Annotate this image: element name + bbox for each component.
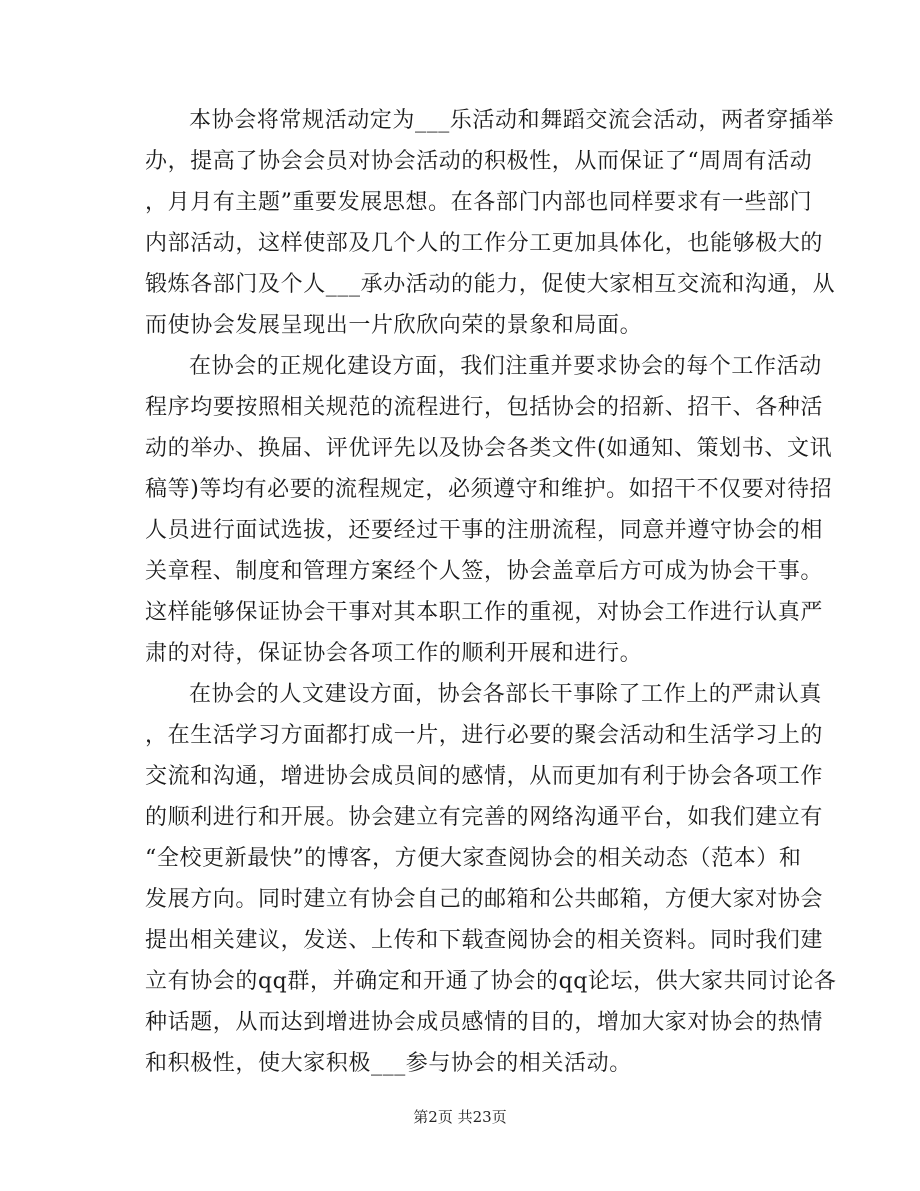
text-line: 程序均要按照相关规范的流程进行，包括协会的招新、招干、各种活 bbox=[145, 395, 824, 420]
text-line: 内部活动，这样使部及几个人的工作分工更加具体化，也能够极大的 bbox=[145, 231, 824, 256]
text-line: 种话题，从而达到增进协会成员感情的目的，增加大家对协会的热情 bbox=[145, 1010, 824, 1035]
text-line: 稿等)等均有必要的流程规定，必须遵守和维护。如招干不仅要对待招 bbox=[145, 477, 833, 502]
body-text bbox=[145, 100, 837, 1084]
text-line: 动的举办、换届、评优评先以及协会各类文件(如通知、策划书、文讯 bbox=[145, 436, 833, 461]
text-line: “全校更新最快”的博客，方便大家查阅协会的相关动态（范本）和 bbox=[145, 846, 802, 871]
text-line: ，在生活学习方面都打成一片，进行必要的聚会活动和生活学习上的 bbox=[145, 723, 824, 748]
text-line: 而使协会发展呈现出一片欣欣向荣的景象和局面。 bbox=[145, 313, 643, 338]
text-line: 人员进行面试选拔，还要经过干事的注册流程，同意并遵守协会的相 bbox=[145, 518, 824, 543]
text-line: 肃的对待，保证协会各项工作的顺利开展和进行。 bbox=[145, 641, 643, 666]
text-line: 的顺利进行和开展。协会建立有完善的网络沟通平台，如我们建立有 bbox=[145, 805, 824, 830]
text-line: 办，提高了协会会员对协会活动的积极性，从而保证了“周周有活动 bbox=[145, 149, 813, 174]
text-line: ，月月有主题”重要发展思想。在各部门内部也同样要求有一些部门 bbox=[145, 190, 813, 215]
text-line: 交流和沟通，增进协会成员间的感情，从而更加有利于协会各项工作 bbox=[145, 764, 824, 789]
text-line: 本协会将常规活动定为___乐活动和舞蹈交流会活动，两者穿插举 bbox=[189, 108, 835, 133]
paragraph-2 bbox=[145, 346, 833, 674]
paragraph-3 bbox=[145, 674, 837, 1084]
text-line: 立有协会的qq群，并确定和开通了协会的qq论坛，供大家共同讨论各 bbox=[145, 969, 837, 994]
text-line: 提出相关建议，发送、上传和下载查阅协会的相关资料。同时我们建 bbox=[145, 928, 824, 953]
text-line: 这样能够保证协会干事对其本职工作的重视，对协会工作进行认真严 bbox=[145, 600, 824, 625]
text-line: 在协会的正规化建设方面，我们注重并要求协会的每个工作活动 bbox=[189, 354, 822, 379]
paragraph-1 bbox=[145, 100, 836, 346]
text-line: 在协会的人文建设方面，协会各部长干事除了工作上的严肃认真 bbox=[189, 682, 822, 707]
page-number-footer: 第2页 共23页 bbox=[413, 1108, 507, 1126]
text-line: 关章程、制度和管理方案经个人签，协会盖章后方可成为协会干事。 bbox=[145, 559, 824, 584]
text-line: 发展方向。同时建立有协会自己的邮箱和公共邮箱，方便大家对协会 bbox=[145, 887, 824, 912]
text-line: 锻炼各部门及个人___承办活动的能力，促使大家相互交流和沟通，从 bbox=[145, 272, 836, 297]
text-line: 和积极性，使大家积极___参与协会的相关活动。 bbox=[145, 1051, 632, 1076]
